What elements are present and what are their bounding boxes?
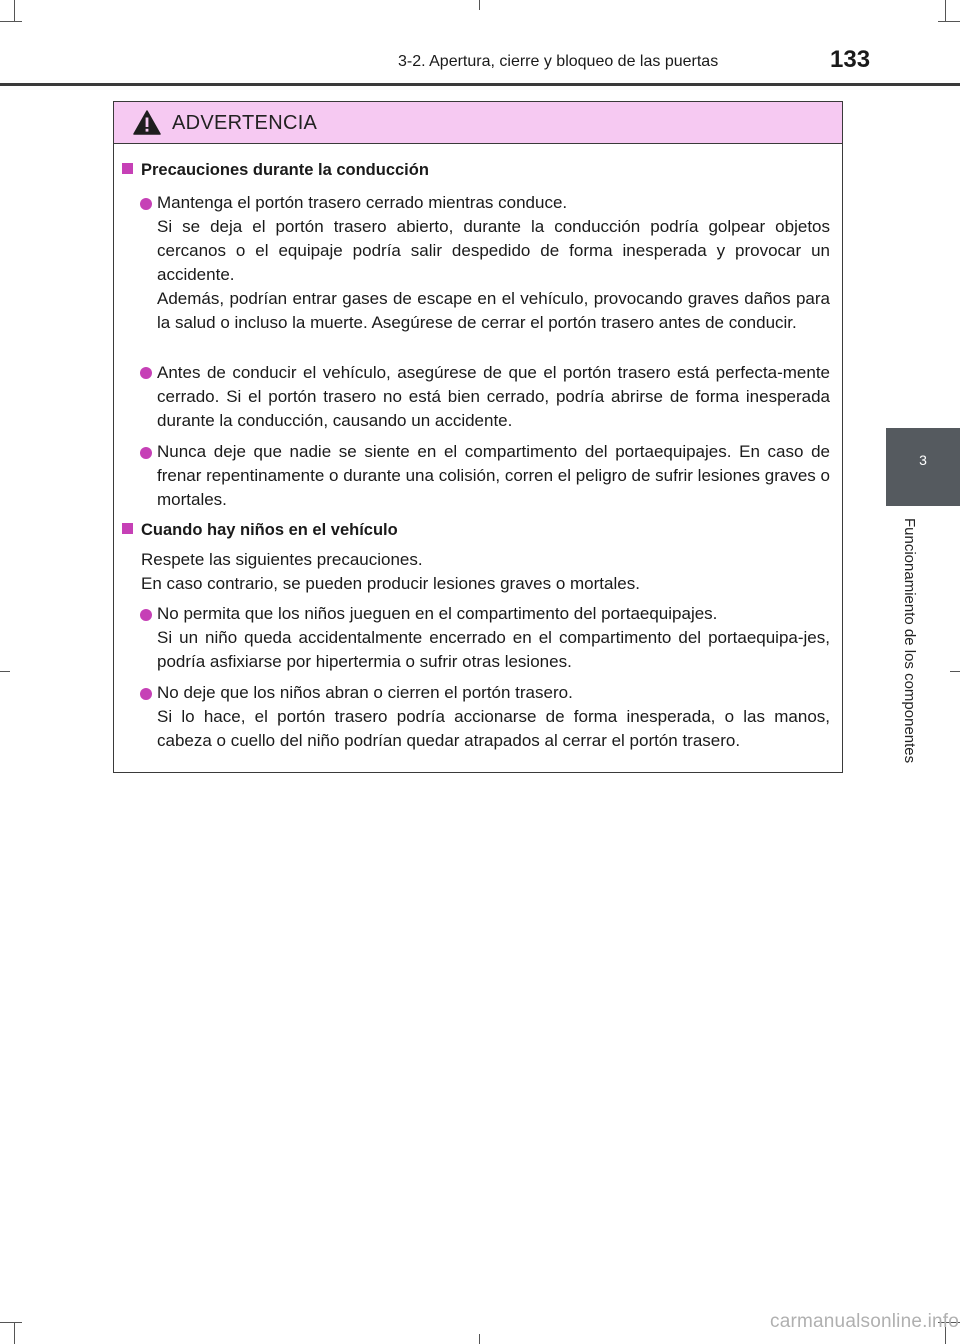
round-bullet-icon (140, 198, 152, 210)
warning-header (114, 102, 842, 144)
chapter-number: 3 (919, 452, 927, 468)
square-bullet-icon (122, 523, 133, 534)
list-item: Antes de conducir el vehículo, asegúrese de que el portón trasero está perfecta-mente cerrado. Si el portón trasero no está bien cerrado, podría abrirse de forma inesperada durante la conducción, causando un accidente. (157, 363, 830, 430)
crop-mark (938, 21, 960, 22)
page-number: 133 (830, 46, 871, 73)
crop-mark (479, 1334, 480, 1344)
round-bullet-icon (140, 688, 152, 700)
warning-title: ADVERTENCIA (172, 112, 318, 134)
crop-mark (479, 0, 480, 10)
section-heading (122, 161, 429, 180)
header-rule (0, 83, 960, 86)
crop-mark (950, 671, 960, 672)
chapter-tab (886, 428, 960, 506)
round-bullet-icon (140, 609, 152, 621)
chapter-label: Funcionamiento de los componentes (901, 518, 918, 764)
round-bullet-icon (140, 447, 152, 459)
section-intro: Respete las siguientes precauciones. En caso contrario, se pueden producir lesiones graves o mortales. (141, 550, 640, 593)
crop-mark (14, 1322, 15, 1344)
warning-triangle-icon (133, 110, 161, 135)
crop-mark (0, 21, 22, 22)
section-heading (122, 521, 398, 540)
warning-box (113, 101, 843, 773)
list-item: Nunca deje que nadie se siente en el compartimento del portaequipajes. En caso de frenar repentinamente o durante una colisión, corren el peligro de sufrir lesiones graves o mortales. (157, 442, 830, 509)
list-item: No deje que los niños abran o cierren el portón trasero. Si lo hace, el portón trasero podría accionarse de forma inesperada, o las manos, cabeza o cuello del niño podrían quedar atrapados al cerrar el portón trasero. (157, 683, 830, 750)
section-title: 3-2. Apertura, cierre y bloqueo de las puertas (398, 53, 719, 70)
list-item: No permita que los niños jueguen en el compartimento del portaequipajes. Si un niño queda accidentalmente encerrado en el compartimento del portaequipa-jes, podría asfixiarse por hipertermia o sufrir otras lesiones. (157, 604, 830, 671)
section-heading-text: Cuando hay niños en el vehículo (141, 521, 398, 539)
list-item: Mantenga el portón trasero cerrado mientras conduce. Si se deja el portón trasero abierto, durante la conducción podría golpear objetos cercanos o el equipaje podría salir despedido de forma inesperada y provocar un accidente. Además, podrían entrar gases de escape en el vehículo, provocando graves daños para la salud o incluso la muerte. Asegúrese de cerrar el portón trasero antes de conducir. (157, 193, 830, 332)
square-bullet-icon (122, 163, 133, 174)
section-heading-text: Precauciones durante la conducción (141, 161, 429, 179)
round-bullet-icon (140, 367, 152, 379)
crop-mark (14, 0, 15, 22)
crop-mark (0, 1322, 22, 1323)
watermark: carmanualsonline.info (770, 1311, 960, 1332)
crop-mark (945, 0, 946, 22)
crop-mark (0, 671, 10, 672)
